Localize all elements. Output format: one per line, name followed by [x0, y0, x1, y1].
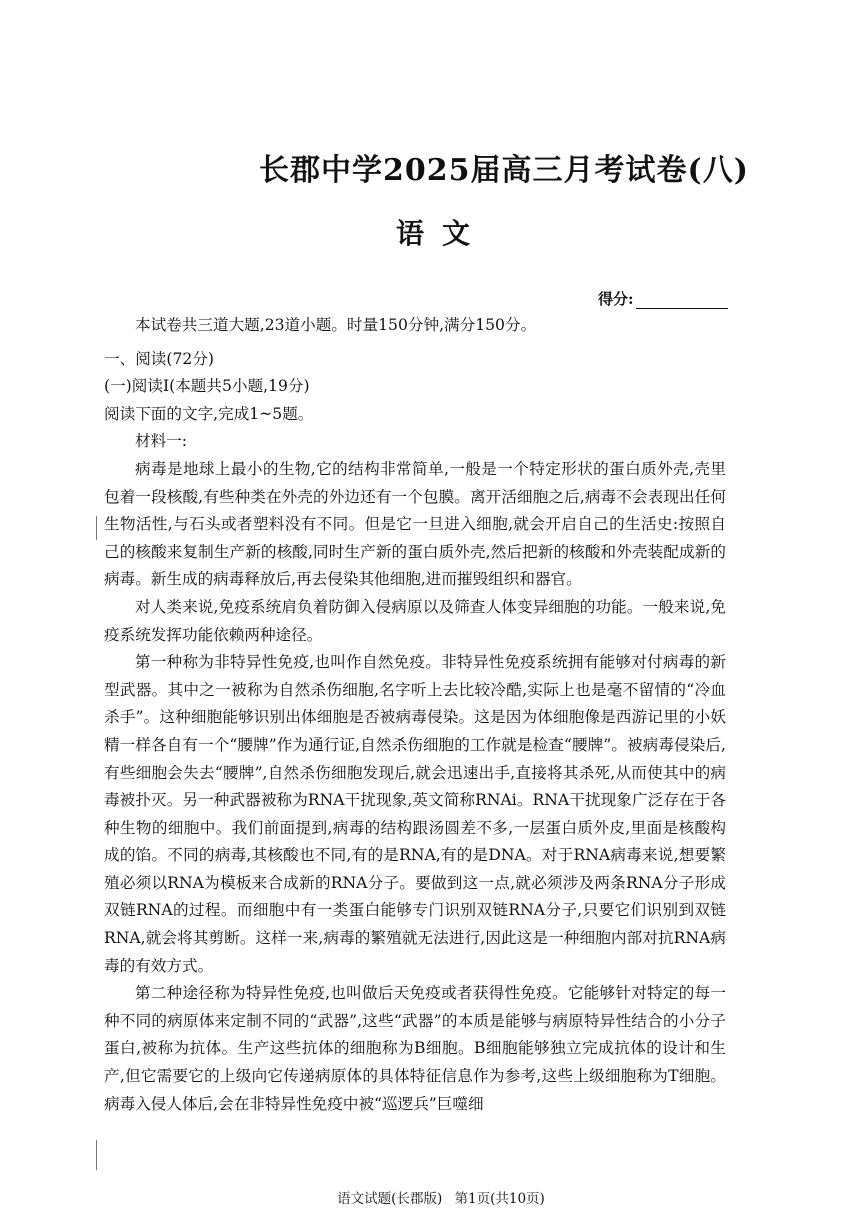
- margin-mark: [96, 1140, 97, 1170]
- subject-title: 语文: [395, 217, 488, 250]
- subsection-heading: (一)阅读Ⅰ(本题共5小题,19分): [104, 377, 310, 396]
- page-footer: [0, 1187, 868, 1207]
- paragraph: 第二种途径称为特异性免疫,也叫做后天免疫或者获得性免疫。它能够针对特定的每一种不同的病原体来定制不同的“武器”,这些“武器”的本质是能够与病原特异性结合的小分子蛋白,被称为抗体。生产这些抗体的细胞称为B细胞。B细胞能够独立完成抗体的设计和生产,但它需要它的上级向它传递病原体的具体特征信息作为参考,这些上级细胞称为T细胞。病毒入侵人体后,会在非特异性免疫中被“巡逻兵”巨噬细: [104, 984, 726, 1113]
- paragraph: 第一种称为非特异性免疫,也叫作自然免疫。非特异性免疫系统拥有能够对付病毒的新型武器。其中之一被称为自然杀伤细胞,名字听上去比较冷酷,实际上也是毫不留情的“冷血杀手”。这种细胞能够识别出体细胞是否被病毒侵染。这是因为体细胞像是西游记里的小妖精一样各自有一个“腰牌”作为通行证,自然杀伤细胞的工作就是检查“腰牌”。被病毒侵染后,有些细胞会失去“腰牌”,自然杀伤细胞发现后,就会迅速出手,直接将其杀死,从而使其中的病毒被扑灭。另一种武器被称为RNA干扰现象,英文简称RNAi。RNA干扰现象广泛存在于各种生物的细胞中。我们前面提到,病毒的结构跟汤圆差不多,一层蛋白质外皮,里面是核酸构成的馅。不同的病毒,其核酸也不同,有的是RNA,有的是DNA。对于RNA病毒来说,想要繁殖必须以RNA为模板来合成新的RNA分子。要做到这一点,就必须涉及两条RNA分子形成双链RNA的过程。而细胞中有一类蛋白能够专门识别双链RNA分子,只要它们识别到双链RNA,就会将其剪断。这样一来,病毒的繁殖就无法进行,因此这是一种细胞内部对抗RNA病毒的有效方式。: [104, 653, 726, 975]
- exam-body: [104, 312, 726, 1118]
- margin-mark: [96, 516, 97, 540]
- score-field: [598, 288, 728, 309]
- paragraph: 病毒是地球上最小的生物,它的结构非常简单,一般是一个特定形状的蛋白质外壳,壳里包着一段核酸,有些种类在外壳的外边还有一个包膜。离开活细胞之后,病毒不会表现出任何生物活性,与石头或者塑料没有不同。但是它一旦进入细胞,就会开启自己的生活史:按照自己的核酸来复制生产新的核酸,同时生产新的蛋白质外壳,然后把新的核酸和外壳装配成新的病毒。新生成的病毒释放后,再去侵染其他细胞,进而摧毁组织和器官。: [104, 459, 726, 589]
- material-label: 材料一:: [135, 432, 188, 451]
- footer-page-info: 第1页(共10页): [454, 1191, 545, 1207]
- exam-intro: 本试卷共三道大题,23道小题。时量150分钟,满分150分。: [135, 316, 537, 334]
- exam-title: 长郡中学2025届高三月考试卷(八): [259, 153, 749, 188]
- footer-doc-name: 语文试题(长郡版): [337, 1191, 443, 1207]
- section-heading: 一、阅读(72分): [104, 349, 214, 368]
- paragraph: 对人类来说,免疫系统肩负着防御入侵病原以及筛查人体变异细胞的功能。一般来说,免疫系统发挥功能依赖两种途径。: [104, 597, 726, 644]
- score-blank-line: [636, 294, 728, 309]
- instruction-text: 阅读下面的文字,完成1~5题。: [104, 404, 314, 423]
- score-label: 得分:: [598, 290, 634, 308]
